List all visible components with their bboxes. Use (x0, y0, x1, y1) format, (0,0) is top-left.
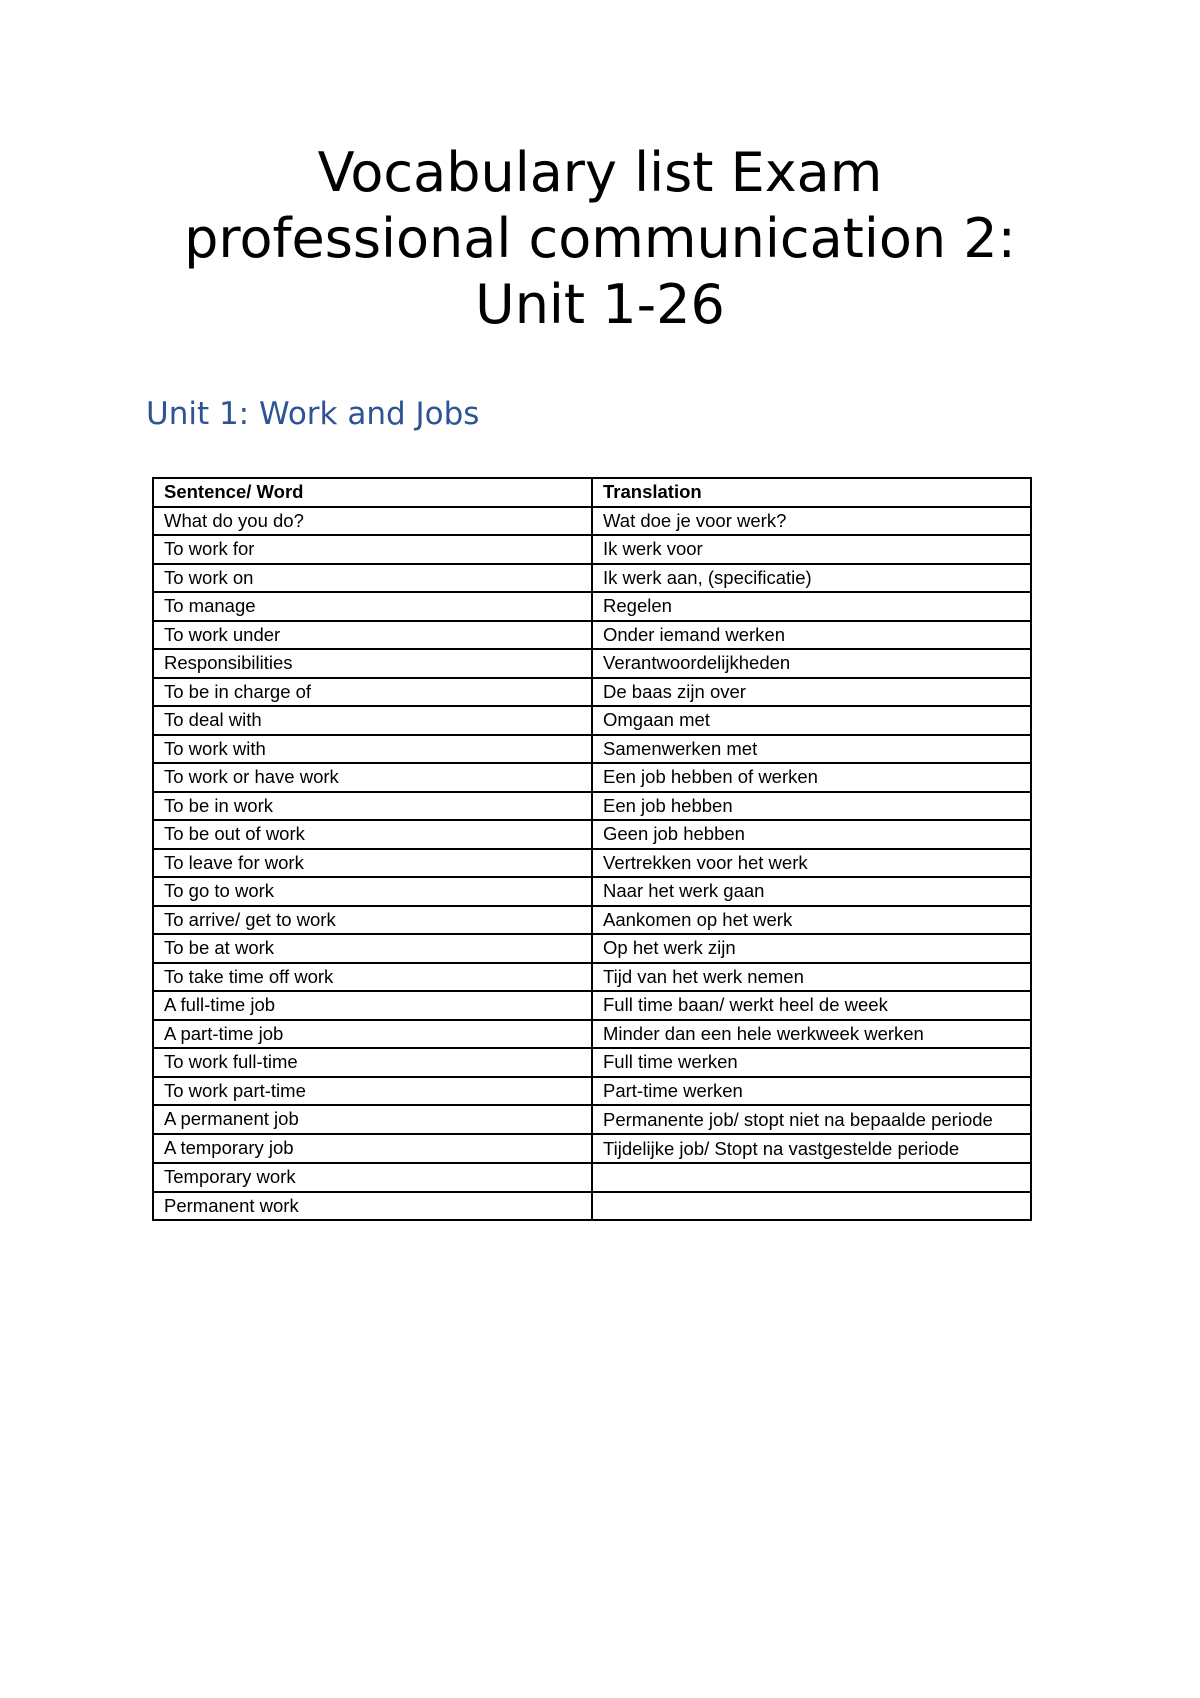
cell-translation: Wat doe je voor werk? (592, 507, 1031, 536)
cell-translation: Op het werk zijn (592, 934, 1031, 963)
cell-translation: Tijdelijke job/ Stopt na vastgestelde periode (592, 1134, 1031, 1163)
cell-sentence-word: To manage (153, 592, 592, 621)
table-row (153, 507, 1031, 536)
cell-translation: Full time werken (592, 1048, 1031, 1077)
table-row (153, 706, 1031, 735)
table-body (153, 507, 1031, 1221)
cell-translation (592, 1192, 1031, 1221)
cell-translation: Naar het werk gaan (592, 877, 1031, 906)
cell-translation: De baas zijn over (592, 678, 1031, 707)
table-row (153, 1105, 1031, 1134)
cell-sentence-word: To work with (153, 735, 592, 764)
table-row (153, 649, 1031, 678)
section-heading: Unit 1: Work and Jobs (146, 396, 480, 432)
table-row (153, 849, 1031, 878)
cell-translation: Part-time werken (592, 1077, 1031, 1106)
cell-translation: Verantwoordelijkheden (592, 649, 1031, 678)
cell-translation: Een job hebben of werken (592, 763, 1031, 792)
table-row (153, 678, 1031, 707)
cell-translation: Vertrekken voor het werk (592, 849, 1031, 878)
cell-sentence-word: To be at work (153, 934, 592, 963)
table-row (153, 564, 1031, 593)
table-header-row (153, 478, 1031, 507)
table-row (153, 963, 1031, 992)
cell-translation: Omgaan met (592, 706, 1031, 735)
cell-sentence-word: To deal with (153, 706, 592, 735)
table-row (153, 735, 1031, 764)
table-row (153, 1163, 1031, 1192)
cell-translation: Aankomen op het werk (592, 906, 1031, 935)
header-sentence-word: Sentence/ Word (153, 478, 592, 507)
cell-sentence-word: To arrive/ get to work (153, 906, 592, 935)
cell-sentence-word: To work under (153, 621, 592, 650)
table-row (153, 991, 1031, 1020)
cell-sentence-word: A permanent job (153, 1105, 592, 1134)
cell-sentence-word: A full-time job (153, 991, 592, 1020)
table-row (153, 877, 1031, 906)
title-line: professional communication 2: (184, 207, 1016, 270)
cell-sentence-word: What do you do? (153, 507, 592, 536)
cell-sentence-word: To leave for work (153, 849, 592, 878)
cell-translation: Samenwerken met (592, 735, 1031, 764)
table-row (153, 1048, 1031, 1077)
cell-translation: Full time baan/ werkt heel de week (592, 991, 1031, 1020)
cell-sentence-word: To be in charge of (153, 678, 592, 707)
table-row (153, 906, 1031, 935)
cell-sentence-word: To work on (153, 564, 592, 593)
cell-sentence-word: To go to work (153, 877, 592, 906)
table-row (153, 792, 1031, 821)
cell-sentence-word: To work full-time (153, 1048, 592, 1077)
table-row (153, 934, 1031, 963)
document-title (100, 140, 1100, 338)
cell-translation: Ik werk aan, (specificatie) (592, 564, 1031, 593)
cell-sentence-word: To work part-time (153, 1077, 592, 1106)
cell-sentence-word: Temporary work (153, 1163, 592, 1192)
cell-translation: Geen job hebben (592, 820, 1031, 849)
table-row (153, 621, 1031, 650)
table-row (153, 1020, 1031, 1049)
table-row (153, 763, 1031, 792)
table-row (153, 592, 1031, 621)
cell-sentence-word: Responsibilities (153, 649, 592, 678)
title-line: Vocabulary list Exam (317, 141, 883, 204)
table-row (153, 1134, 1031, 1163)
header-translation: Translation (592, 478, 1031, 507)
table-row (153, 535, 1031, 564)
table-row (153, 1077, 1031, 1106)
cell-sentence-word: To take time off work (153, 963, 592, 992)
cell-translation: Tijd van het werk nemen (592, 963, 1031, 992)
cell-sentence-word: A part-time job (153, 1020, 592, 1049)
cell-translation: Regelen (592, 592, 1031, 621)
cell-sentence-word: A temporary job (153, 1134, 592, 1163)
cell-sentence-word: To work or have work (153, 763, 592, 792)
cell-translation: Onder iemand werken (592, 621, 1031, 650)
cell-sentence-word: To be in work (153, 792, 592, 821)
vocabulary-table (152, 477, 1032, 1221)
table-row (153, 820, 1031, 849)
title-line: Unit 1-26 (475, 273, 725, 336)
cell-sentence-word: To work for (153, 535, 592, 564)
cell-translation: Permanente job/ stopt niet na bepaalde periode (592, 1105, 1031, 1134)
cell-translation: Minder dan een hele werkweek werken (592, 1020, 1031, 1049)
cell-sentence-word: To be out of work (153, 820, 592, 849)
cell-translation: Een job hebben (592, 792, 1031, 821)
cell-translation (592, 1163, 1031, 1192)
cell-sentence-word: Permanent work (153, 1192, 592, 1221)
table-row (153, 1192, 1031, 1221)
cell-translation: Ik werk voor (592, 535, 1031, 564)
